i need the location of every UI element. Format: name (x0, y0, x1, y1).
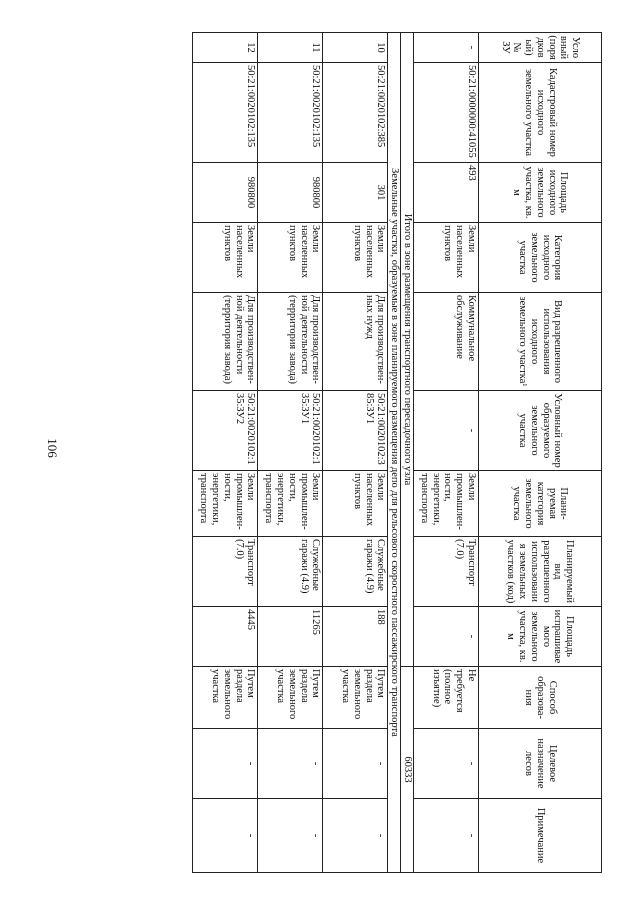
land-plots-table-container (62, 32, 602, 872)
table-cell: Земли промышлен-ности, энергетики, транспорта (414, 471, 479, 537)
table-cell: Для производствен-ной деятельности (территория завода) (258, 293, 323, 391)
table-cell: - (193, 729, 258, 799)
table-cell: 11 (258, 33, 323, 63)
table-cell: Служебные гаражи (4.9) (258, 537, 323, 607)
header-cell: Целевое назначение лесов (479, 729, 602, 799)
table-cell: 12 (193, 33, 258, 63)
header-cell: Вид разрешенного использования исходного земельного участка¹ (479, 293, 602, 391)
header-cell: Условный номер образуемого земельного участка (479, 391, 602, 471)
table-cell: 50:21:0020102:135:ЗУ1 (258, 391, 323, 471)
header-cell: Категория исходного земельного участка (479, 223, 602, 293)
table-cell: 50:21:0020102:385 (323, 63, 388, 163)
table-cell: 50:21:0020102:385:ЗУ1 (323, 391, 388, 471)
table-cell: 50:21:0000000:41055 (414, 63, 479, 163)
land-plots-table (193, 32, 603, 873)
table-cell: 11265 (258, 607, 323, 667)
table-row (193, 33, 258, 873)
subtotal-row (401, 33, 414, 873)
table-cell: - (414, 799, 479, 873)
table-cell: - (323, 799, 388, 873)
header-cell: Плани-руемая категория земельного участка (479, 471, 602, 537)
table-row (323, 33, 388, 873)
table-cell: 50:21:0020102:135:ЗУ2 (193, 391, 258, 471)
table-cell: Путем раздела земельного участка (193, 667, 258, 729)
table-cell: Земли населенных пунктов (193, 223, 258, 293)
table-cell: Транспорт (7.0) (414, 537, 479, 607)
table-cell: 493 (414, 163, 479, 223)
table-cell: Путем раздела земельного участка (323, 667, 388, 729)
table-cell: Служебные гаражи (4.9) (323, 537, 388, 607)
table-cell: Земли промышлен-ности, энергетики, транспорта (193, 471, 258, 537)
table-cell: 980800 (258, 163, 323, 223)
subtotal-label: Итого в зоне размещения транспортного пересадочного узла (401, 33, 414, 667)
header-cell: Площадь испрашиваемого земельного участка, кв. м (479, 607, 602, 667)
table-cell: Земли населенных пунктов (414, 223, 479, 293)
table-cell: 50:21:0020102:135 (258, 63, 323, 163)
header-cell: Кадастровый номер исходного земельного участка (479, 63, 602, 163)
table-cell: - (258, 729, 323, 799)
section-title: Земельные участки, образуемые в зоне планируемого размещения депо для рельсового скоростного пассажирского транспорта (388, 33, 401, 873)
table-cell: Не требуется (полное изъятие) (414, 667, 479, 729)
table-cell: - (414, 33, 479, 63)
subtotal-value: 60333 (401, 667, 414, 873)
table-cell: Путем раздела земельного участка (258, 667, 323, 729)
table-cell: Коммунальное обслуживание (414, 293, 479, 391)
table-cell: 10 (323, 33, 388, 63)
table-row (258, 33, 323, 873)
page-number: 106 (44, 438, 60, 458)
header-cell: Планируемый вид разрешенного использования земельных участков (код) (479, 537, 602, 607)
header-cell: Способ образова-ния (479, 667, 602, 729)
table-cell: Земли населенных пунктов (258, 223, 323, 293)
table-cell: Для производствен-ных нужд (323, 293, 388, 391)
table-cell: Земли промышлен-ности, энергетики, транспорта (258, 471, 323, 537)
table-cell: 4445 (193, 607, 258, 667)
table-cell: - (414, 607, 479, 667)
table-cell: 50:21:0020102:135 (193, 63, 258, 163)
header-cell: Примечание (479, 799, 602, 873)
header-cell: Условный (порядковый) № ЗУ (479, 33, 602, 63)
header-row (479, 33, 602, 873)
table-cell: Земли населенных пунктов (323, 223, 388, 293)
table-cell: Земли населенных пунктов (323, 471, 388, 537)
table-cell: - (414, 391, 479, 471)
table-row (414, 33, 479, 873)
header-cell: Площадь исходного земельного участка, кв. м (479, 163, 602, 223)
table-cell: - (193, 799, 258, 873)
table-cell: Для производствен-ной деятельности (территория завода) (193, 293, 258, 391)
section-title-row (388, 33, 401, 873)
table-cell: 188 (323, 607, 388, 667)
table-cell: 301 (323, 163, 388, 223)
table-cell: - (414, 729, 479, 799)
table-cell: - (323, 729, 388, 799)
table-cell: Транспорт (7.0) (193, 537, 258, 607)
table-cell: 980800 (193, 163, 258, 223)
table-cell: - (258, 799, 323, 873)
